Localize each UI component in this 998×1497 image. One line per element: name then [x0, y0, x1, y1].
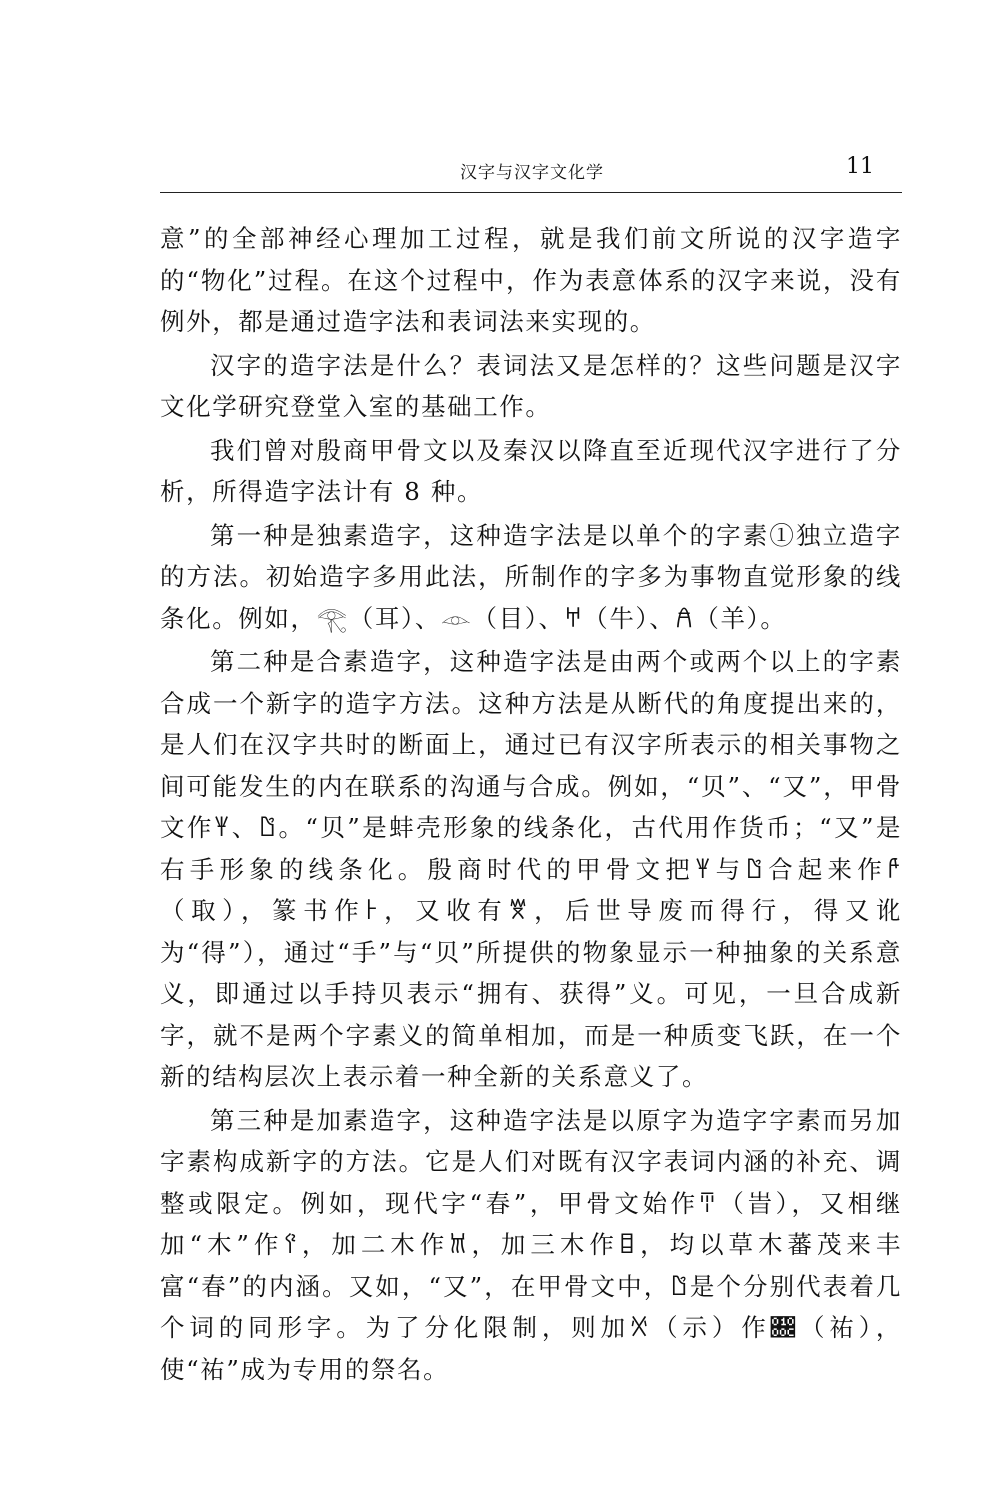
paragraph-3: 我们曾对殷商甲骨文以及秦汉以降直至近现代汉字进行了分析，所得造字法计有 8 种。	[160, 435, 902, 506]
page-number: 11	[846, 154, 874, 179]
header-rule	[160, 192, 902, 193]
body-text	[160, 218, 902, 1392]
paragraph-1: 意”的全部神经心理加工过程，就是我们前文所说的汉字造字的“物化”过程。在这个过程中，作为表意体系的汉字来说，没有例外，都是通过造字法和表词法来实现的。	[160, 224, 902, 336]
paragraph-2: 汉字的造字法是什么？表词法又是怎样的？这些问题是汉字文化学研究登堂入室的基础工作。	[160, 350, 902, 421]
paragraph-5: 第二种是合素造字，这种造字法是由两个或两个以上的字素合成一个新字的造字方法。这种方法是从断代的角度提出来的，是人们在汉字共时的断面上，通过已有汉字所表示的相关事物之间可能发生的内在联系的沟通与合成。例如，“贝”、“又”，甲骨文作𐀂、𐀃。“贝”是蚌壳形象的线条化，古代用作货币；“又”是右手形象的线条化。殷商时代的甲骨文把𐀂与𐀃合起来作𐀄（取），篆书作𐀅，又收有𐀆，后世导废而得行，得又讹为“得”），通过“手”与“贝”所提供的物象显示一种抽象的关系意义，即通过以手持贝表示“拥有、获得”义。可见，一旦合成新字，就不是两个字素义的简单相加，而是一种质变飞跃，在一个新的结构层次上表示着一种全新的关系意义了。	[160, 647, 902, 1091]
paragraph-6: 第三种是加素造字，这种造字法是以原字为造字字素而另加字素构成新字的方法。它是人们对既有汉字表词内涵的补充、调整或限定。例如，现代字“春”，甲骨文始作𐀇（旹），又相继加“木”作𐀈，加二木作𐀉，加三木作𐀊，均以草木蕃茂来丰富“春”的内涵。又如，“又”，在甲骨文中，𐀃是个分别代表着几个词的同形字。为了分化限制，则加𐀋（示）作𐀌（祐），使“祐”成为专用的祭名。	[160, 1105, 902, 1384]
running-header	[160, 150, 902, 188]
running-title: 汉字与汉字文化学	[460, 163, 604, 183]
paragraph-4: 第一种是独素造字，这种造字法是以单个的字素①独立造字的方法。初始造字多用此法，所制作的字多为事物直觉形象的线条化。例如，𓂀（耳）、𓁹（目）、𐀀（牛）、𐀁（羊）。	[160, 520, 902, 633]
